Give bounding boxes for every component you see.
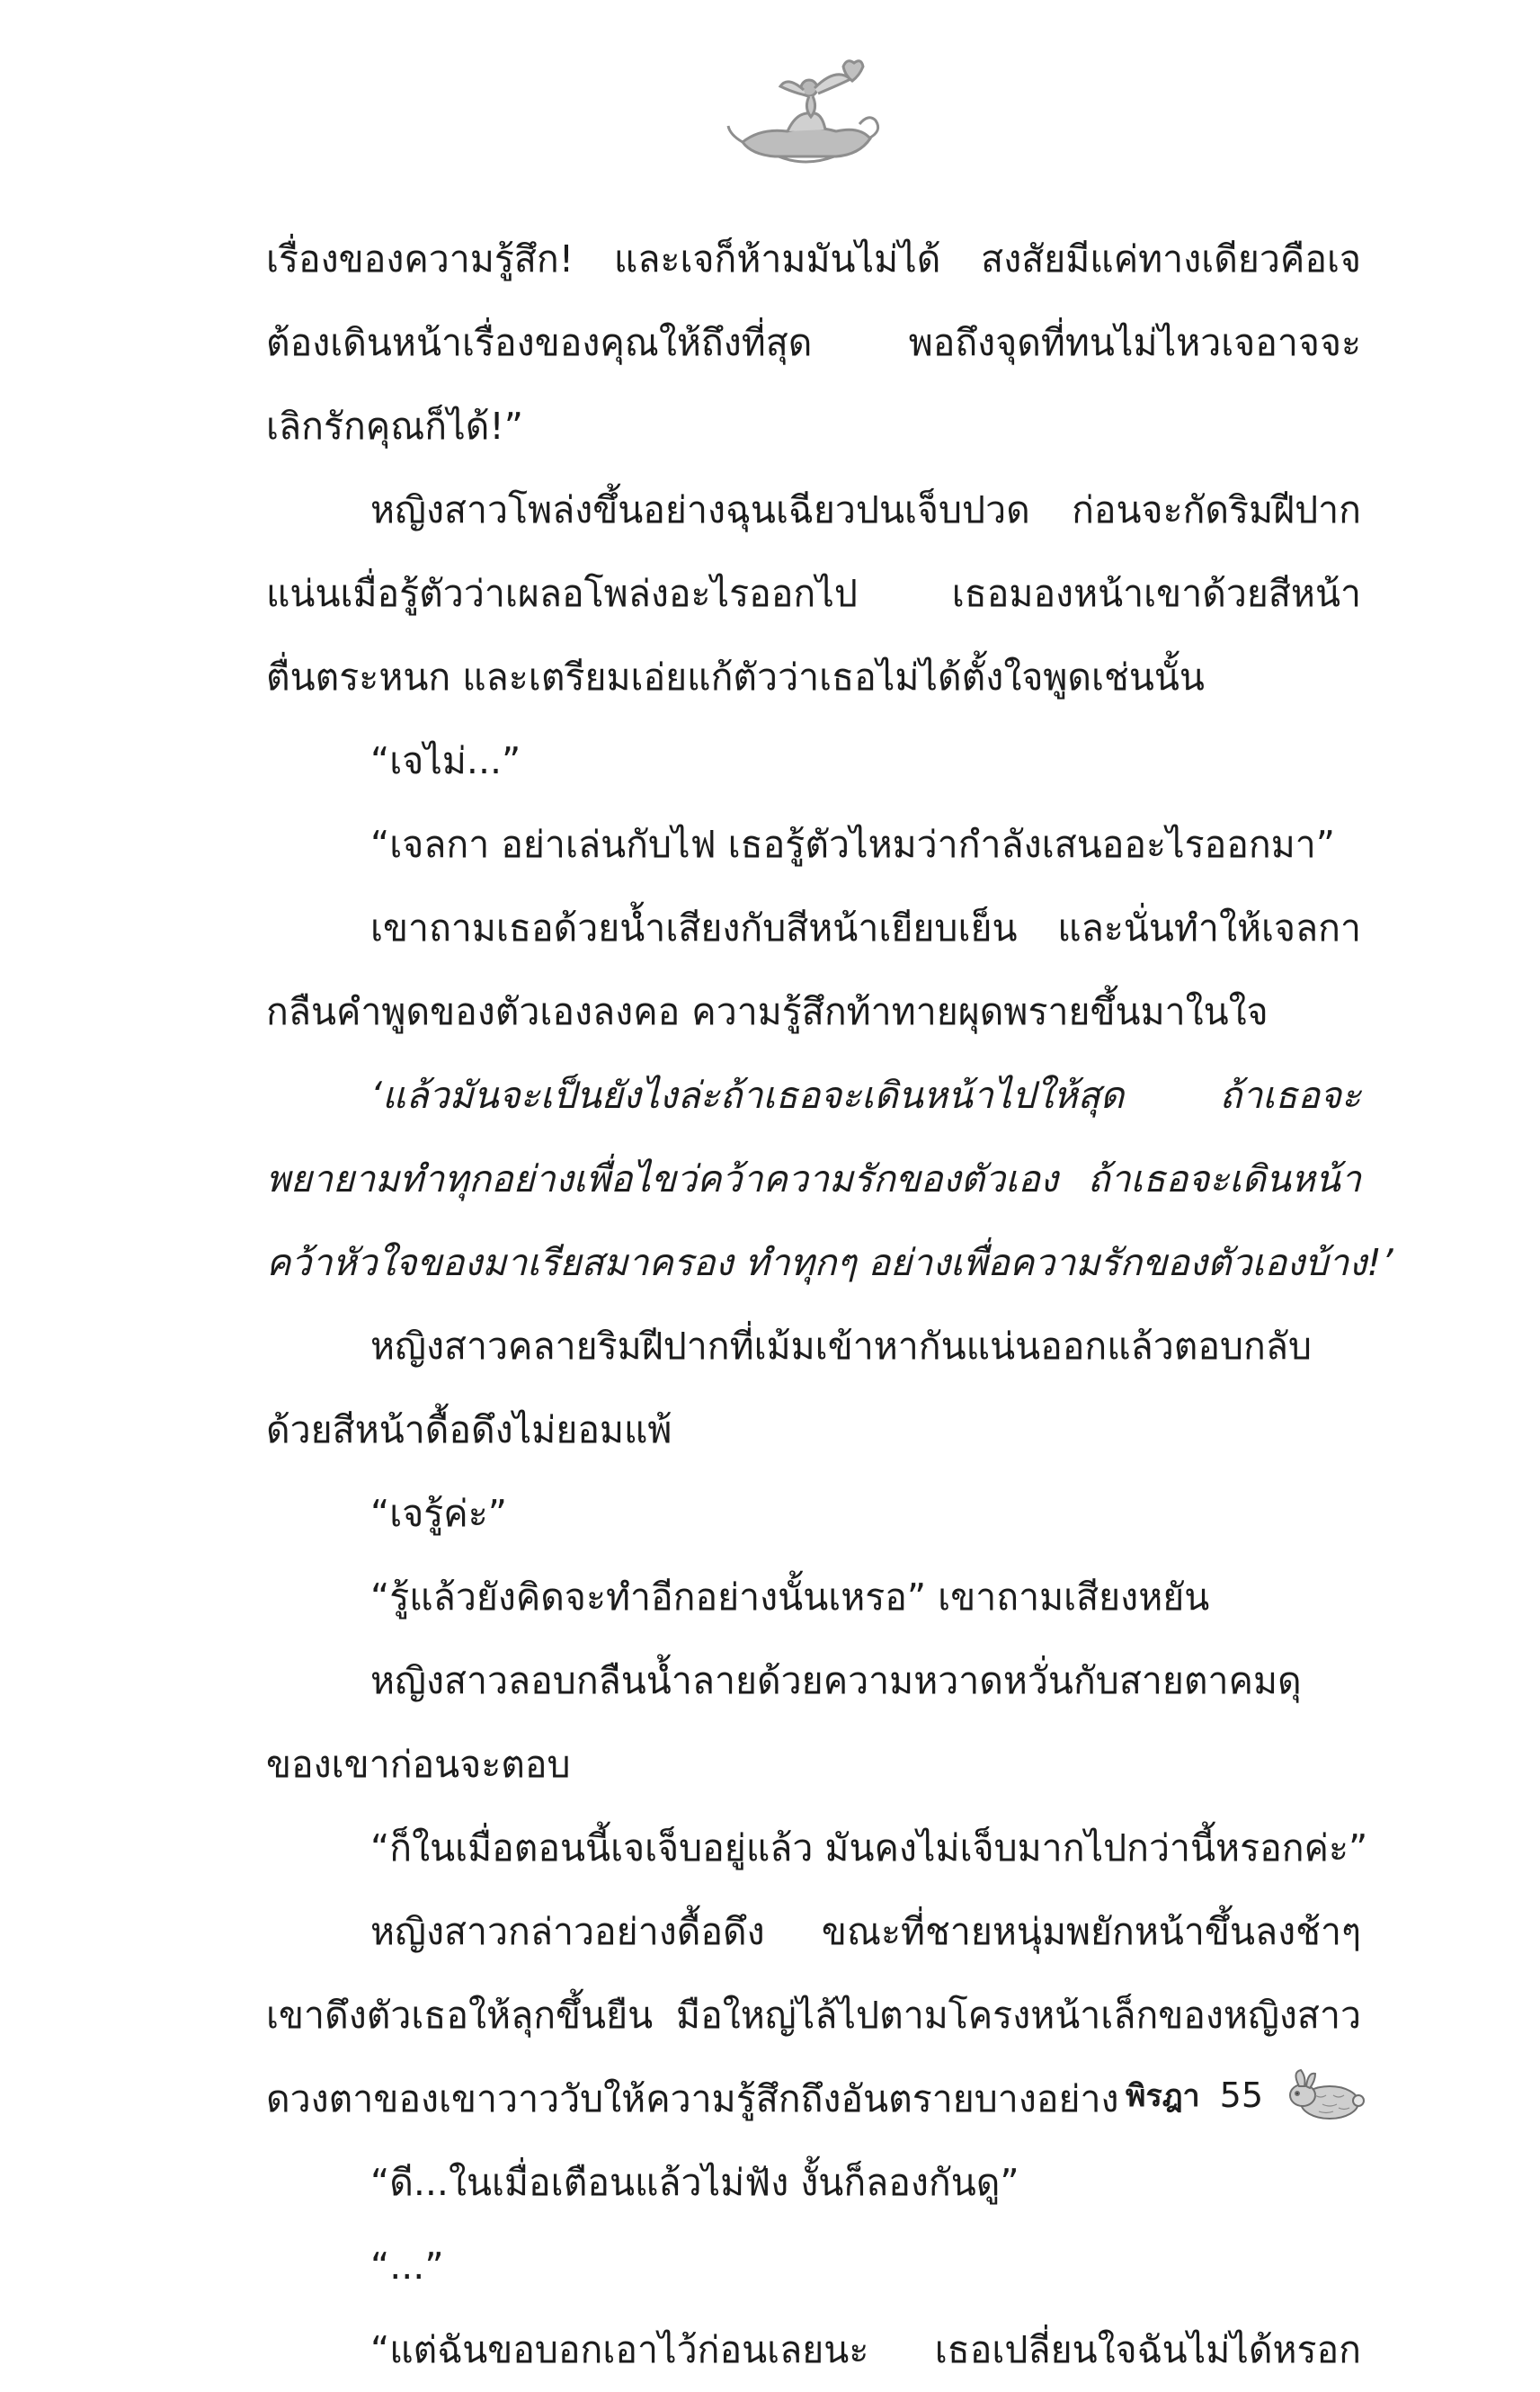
text-line: [266, 2225, 1361, 2308]
line-text: หญิงสาวโพล่งขึ้นอย่างฉุนเฉียวปนเจ็บปวด ก่อนจะกัดริมฝีปาก: [370, 488, 1361, 531]
line-text: หญิงสาวคลายริมฝีปากที่เม้มเข้าหากันแน่นออกแล้วตอบกลับ: [370, 1325, 1313, 1368]
line-text: หญิงสาวลอบกลืนน้ำลายด้วยความหวาดหวั่นกับสายตาคมดุ: [370, 1659, 1302, 1702]
text-line: [266, 1305, 1361, 1388]
page-number: 55: [1219, 2075, 1263, 2115]
text-line: [266, 552, 1361, 636]
text-line: [266, 1723, 1361, 1807]
line-text: “ก็ในเมื่อตอนนี้เจเจ็บอยู่แล้ว มันคงไม่เจ็บมากไปกว่านี้หรอกค่ะ”: [370, 1826, 1368, 1870]
line-text: “เจลกา อย่าเล่นกับไฟ เธอรู้ตัวไหมว่ากำลังเสนออะไรออกมา”: [370, 823, 1336, 866]
text-line: [266, 301, 1361, 385]
line-text: “รู้แล้วยังคิดจะทำอีกอย่างนั้นเหรอ” เขาถามเสียงหยัน: [370, 1575, 1210, 1619]
line-text: “แต่ฉันขอบอกเอาไว้ก่อนเลยนะ เธอเปลี่ยนใจฉันไม่ได้หรอก: [370, 2328, 1361, 2371]
text-line: [266, 1890, 1361, 1974]
text-line: [266, 1054, 1361, 1138]
rabbit-icon: [1283, 2068, 1369, 2122]
text-line: [266, 218, 1361, 301]
line-text: เลิกรักคุณก็ได้!”: [266, 405, 524, 448]
text-line: [266, 385, 1361, 469]
text-line: [266, 1974, 1361, 2057]
line-text: ตื่นตระหนก และเตรียมเอ่ยแก้ตัวว่าเธอไม่ได้ตั้งใจพูดเช่นนั้น: [266, 656, 1205, 699]
line-text: หญิงสาวกล่าวอย่างดื้อดึง ขณะที่ชายหนุ่มพยักหน้าขึ้นลงช้าๆ: [370, 1910, 1361, 1953]
line-text: เขาดึงตัวเธอให้ลุกขึ้นยืน มือใหญ่ไล้ไปตามโครงหน้าเล็กของหญิงสาว: [266, 1994, 1361, 2037]
line-text: เรื่องของความรู้สึก! และเจก็ห้ามมันไม่ได้ สงสัยมีแค่ทางเดียวคือเจ: [266, 237, 1361, 281]
line-text: คว้าหัวใจของมาเรียสมาครอง ทำทุกๆ อย่างเพื่อความรักของตัวเองบ้าง!’: [266, 1241, 1393, 1284]
line-text: ดวงตาของเขาวาววับให้ความรู้สึกถึงอันตรายบางอย่าง: [266, 2077, 1119, 2120]
line-text: “...”: [370, 2245, 444, 2288]
line-text: “ดี...ในเมื่อเตือนแล้วไม่ฟัง งั้นก็ลองกันดู”: [370, 2161, 1019, 2204]
line-text: พยายามทำทุกอย่างเพื่อไขว่คว้าความรักของตัวเอง ถ้าเธอจะเดินหน้า: [266, 1157, 1361, 1200]
text-line: [266, 636, 1361, 719]
text-line: [266, 719, 1361, 803]
text-line: [266, 469, 1361, 552]
line-text: ด้วยสีหน้าดื้อดึงไม่ยอมแพ้: [266, 1408, 672, 1451]
lamp-cupid-ornament-icon: [725, 49, 886, 174]
text-line: [266, 1221, 1393, 1305]
text-line: [266, 1472, 1361, 1556]
text-line: [266, 887, 1361, 970]
text-line: [266, 1388, 1361, 1472]
text-line: [266, 803, 1361, 887]
author-name: พิรฎา: [1126, 2078, 1200, 2114]
text-line: [266, 970, 1361, 1054]
page-footer: [1126, 2059, 1369, 2131]
line-text: กลืนคำพูดของตัวเองลงคอ ความรู้สึกท้าทายผุดพรายขึ้นมาในใจ: [266, 990, 1268, 1033]
line-text: เขาถามเธอด้วยน้ำเสียงกับสีหน้าเยียบเย็น และนั่นทำให้เจลกา: [370, 906, 1361, 950]
line-text: ต้องเดินหน้าเรื่องของคุณให้ถึงที่สุด พอถึงจุดที่ทนไม่ไหวเจอาจจะ: [266, 321, 1361, 364]
line-text: ‘แล้วมันจะเป็นยังไงล่ะถ้าเธอจะเดินหน้าไปให้สุด ถ้าเธอจะ: [370, 1074, 1361, 1117]
text-line: [266, 1807, 1368, 1890]
text-line: [266, 1138, 1361, 1221]
text-line: [266, 2141, 1361, 2225]
line-text: ของเขาก่อนจะตอบ: [266, 1743, 571, 1786]
line-text: แน่นเมื่อรู้ตัวว่าเผลอโพล่งอะไรออกไป เธอมองหน้าเขาด้วยสีหน้า: [266, 572, 1361, 615]
text-line: [266, 1556, 1361, 1639]
text-line: [266, 1639, 1361, 1723]
line-text: “เจไม่...”: [370, 739, 521, 782]
text-line: [266, 2308, 1361, 2392]
line-text: “เจรู้ค่ะ”: [370, 1492, 507, 1535]
